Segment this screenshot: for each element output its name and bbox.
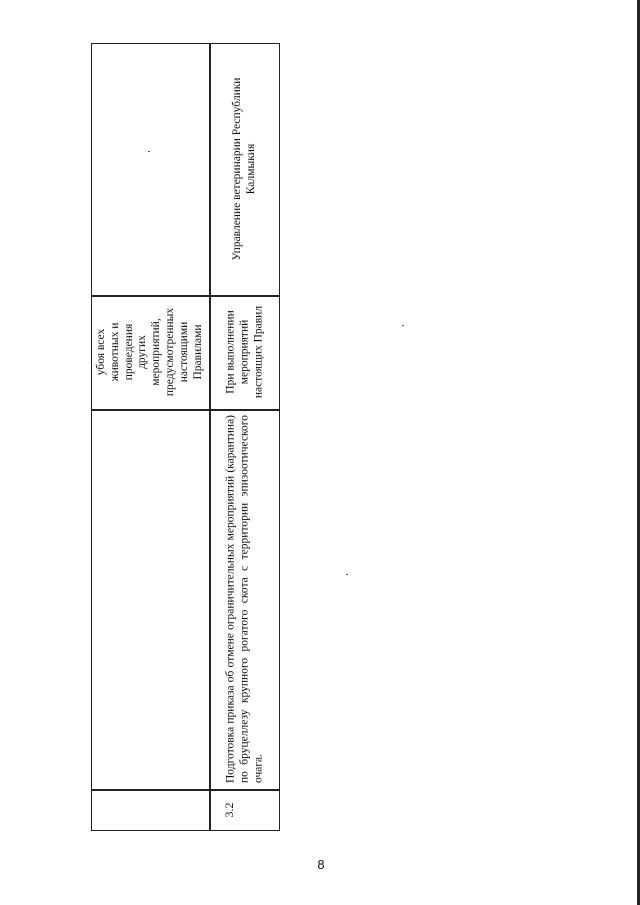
term-line: настоящими	[177, 321, 190, 383]
term-line: мероприятий	[237, 319, 250, 385]
responsible-line: Управление ветеринарии Республики	[230, 77, 243, 261]
term-line: других	[136, 335, 149, 369]
responsible-text	[231, 49, 259, 289]
page-number: 8	[317, 857, 325, 872]
landscape-table	[91, 43, 280, 831]
term-line: проведения	[122, 323, 135, 381]
prev-term-text	[95, 297, 205, 407]
responsible-line: Калмыкия	[244, 143, 257, 195]
cell-3-2-term	[209, 295, 280, 409]
term-line: предусмотренных	[163, 307, 176, 397]
term-line: При выполнении	[223, 310, 236, 394]
term-line: убоя всех	[94, 328, 107, 376]
action-text: Подготовка приказа об отмене ограничительных мероприятий (карантина) по бруцеллезу крупного рогатого скота с территории эпизоотического очага.	[223, 415, 264, 783]
cell-3-2-number	[209, 789, 280, 831]
scan-speck	[148, 151, 150, 152]
cell-3-2-action	[209, 409, 280, 789]
term-line: настоящих Правил	[251, 305, 264, 399]
scan-speck	[402, 325, 404, 326]
scan-speck	[346, 574, 348, 575]
cell-3-2-responsible	[209, 43, 280, 295]
cell-prev-term	[91, 295, 209, 409]
term-line: Правилами	[191, 324, 204, 380]
row-number: 3.2	[221, 802, 236, 818]
term-line: мероприятий,	[150, 318, 162, 386]
term-line: животных и	[108, 322, 121, 382]
term-text	[224, 297, 265, 407]
